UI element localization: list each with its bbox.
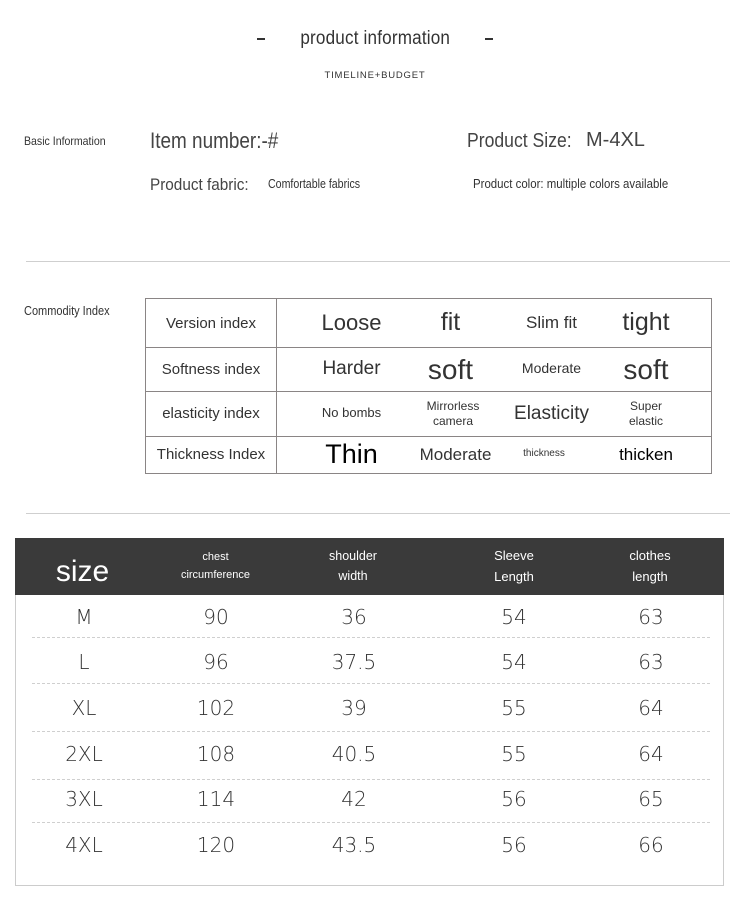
shoulder-cell: 36 — [341, 604, 367, 629]
row-divider — [32, 683, 710, 684]
size-row — [16, 639, 723, 684]
index-value: Harder — [322, 358, 381, 380]
shoulder-cell: 39 — [341, 695, 367, 720]
size-cell: 4XL — [65, 832, 103, 857]
index-value: Moderate — [419, 444, 492, 464]
index-value: soft — [623, 353, 669, 385]
page-header — [0, 28, 750, 50]
index-value: Elasticity — [514, 402, 589, 424]
product-size-value: M-4XL — [586, 129, 645, 151]
column-header-size: size — [55, 555, 110, 589]
product-size-label: Product Size: — [467, 130, 572, 152]
sleeve-cell: 54 — [501, 649, 527, 674]
index-value: thickness — [523, 448, 565, 460]
index-row-name: Version index — [146, 299, 277, 347]
sleeve-cell: 56 — [501, 832, 527, 857]
divider — [26, 513, 730, 514]
size-cell: 2XL — [65, 741, 103, 766]
page-title: product information — [300, 28, 450, 49]
index-value: Slim fit — [526, 313, 577, 333]
size-row — [16, 776, 723, 821]
sleeve-cell: 56 — [501, 786, 527, 811]
index-value: fit — [440, 308, 461, 337]
index-value: Moderate — [521, 360, 582, 377]
size-cell: M — [75, 604, 93, 629]
chest-cell: 90 — [203, 604, 229, 629]
length-cell: 64 — [638, 741, 664, 766]
chest-cell: 102 — [196, 695, 236, 720]
product-color: Product color: multiple colors available — [473, 176, 669, 191]
basic-information-label: Basic Information — [24, 134, 106, 148]
size-cell: XL — [71, 695, 97, 720]
index-value: tight — [622, 308, 670, 337]
sleeve-cell: 55 — [501, 741, 527, 766]
product-fabric-label: Product fabric: — [150, 175, 249, 194]
page-subtitle: TIMELINE+BUDGET — [324, 70, 426, 81]
chest-cell: 114 — [196, 786, 236, 811]
size-table — [15, 538, 724, 886]
index-row — [146, 436, 711, 473]
size-row — [16, 685, 723, 730]
sleeve-cell: 54 — [501, 604, 527, 629]
product-fabric-value: Comfortable fabrics — [268, 177, 361, 191]
index-value: soft — [427, 353, 474, 385]
chest-cell: 120 — [196, 832, 236, 857]
item-number: Item number:-# — [150, 128, 279, 153]
column-header-sleeve: Sleeve Length — [494, 548, 534, 584]
index-row — [146, 299, 711, 348]
column-header-length: clothes length — [629, 548, 671, 584]
length-cell: 66 — [638, 832, 664, 857]
index-row-name: Softness index — [146, 347, 277, 391]
length-cell: 65 — [638, 786, 664, 811]
length-cell: 64 — [638, 695, 664, 720]
size-table-header — [15, 538, 724, 595]
size-cell: L — [78, 649, 90, 674]
index-row — [146, 347, 711, 392]
column-header-chest: chest circumference — [180, 551, 251, 581]
index-value: Mirrorless camera — [426, 398, 480, 428]
title-dash-left — [257, 38, 265, 40]
size-row — [16, 822, 723, 867]
shoulder-cell: 37.5 — [331, 649, 377, 674]
index-row-name: elasticity index — [146, 391, 277, 436]
index-value: No bombs — [321, 405, 382, 421]
length-cell: 63 — [638, 649, 664, 674]
shoulder-cell: 43.5 — [331, 832, 377, 857]
sleeve-cell: 55 — [501, 695, 527, 720]
index-value: Super elastic — [628, 398, 663, 428]
index-value: thicken — [619, 444, 673, 464]
commodity-index-label: Commodity Index — [24, 304, 110, 318]
index-row — [146, 391, 711, 437]
commodity-index-table — [145, 298, 712, 474]
index-value: Loose — [321, 310, 382, 336]
size-row — [16, 594, 723, 639]
size-cell: 3XL — [65, 786, 103, 811]
length-cell: 63 — [638, 604, 664, 629]
column-header-shoulder: shoulder width — [329, 549, 377, 583]
shoulder-cell: 40.5 — [331, 741, 377, 766]
shoulder-cell: 42 — [341, 786, 367, 811]
divider — [26, 261, 730, 262]
index-value: Thin — [325, 438, 378, 469]
title-dash-right — [485, 38, 493, 40]
chest-cell: 108 — [196, 741, 236, 766]
size-row — [16, 731, 723, 776]
row-divider — [32, 637, 710, 638]
index-row-name: Thickness Index — [146, 436, 277, 473]
chest-cell: 96 — [203, 649, 229, 674]
